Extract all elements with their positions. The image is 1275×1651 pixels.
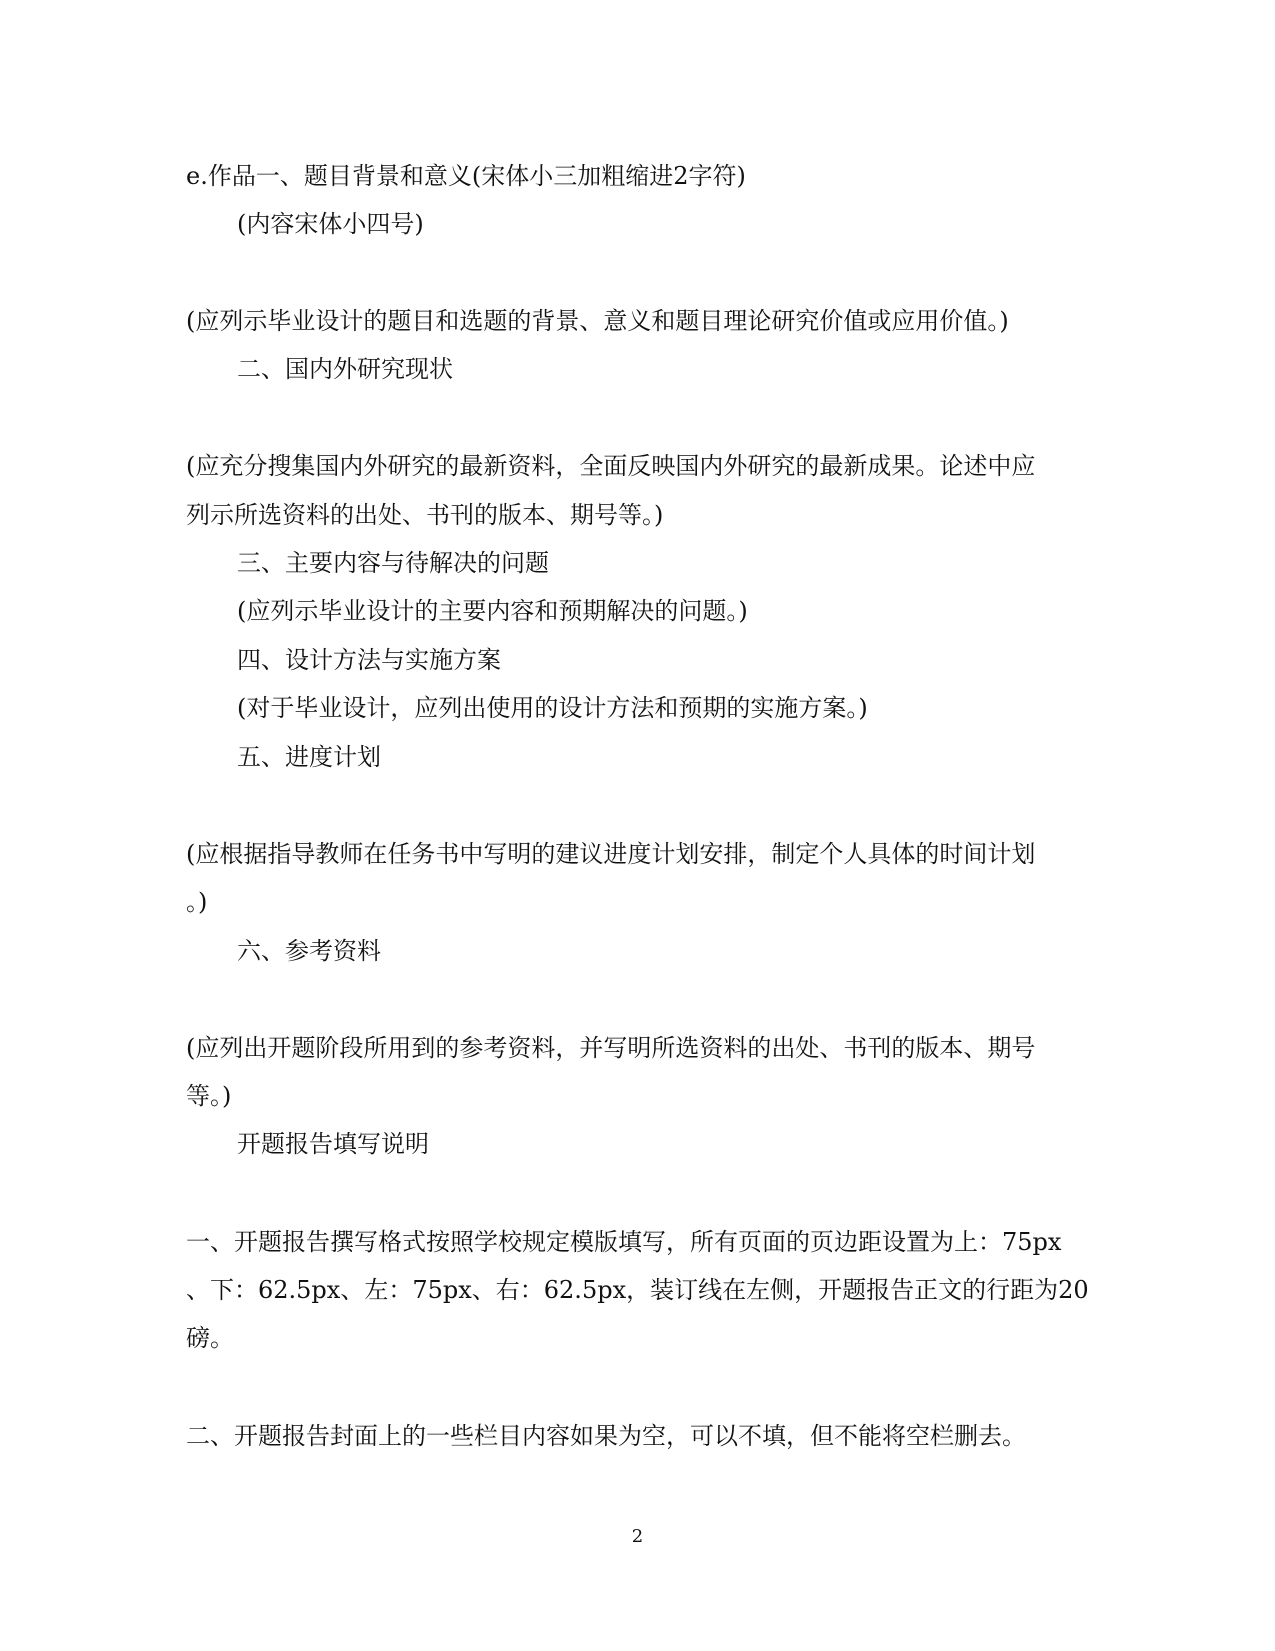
section-heading-schedule: 五、进度计划 [237,743,381,771]
instruction-two: 二、开题报告封面上的一些栏目内容如果为空，可以不填，但不能将空栏删去。 [186,1422,1026,1450]
research-status-instruction-line-2: 列示所选资料的出处、书刊的版本、期号等。) [186,501,664,529]
schedule-instruction-line-2: 。) [186,888,208,916]
instruction-one-line-2: 、下：62.5px、左：75px、右：62.5px，装订线在左侧，开题报告正文的行距为20 [186,1276,1089,1304]
schedule-instruction-line-1: (应根据指导教师在任务书中写明的建议进度计划安排，制定个人具体的时间计划 [186,840,1036,868]
section-heading-design-method: 四、设计方法与实施方案 [237,646,501,674]
content-format-note: (内容宋体小四号) [237,210,424,238]
references-instruction-line-1: (应列出开题阶段所用到的参考资料，并写明所选资料的出处、书刊的版本、期号 [186,1034,1036,1062]
section-heading-main-content: 三、主要内容与待解决的问题 [237,549,549,577]
references-instruction-line-2: 等。) [186,1082,232,1110]
section-heading-references: 六、参考资料 [237,937,381,965]
background-instruction: (应列示毕业设计的题目和选题的背景、意义和题目理论研究价值或应用价值。) [186,307,1009,335]
instruction-one-line-3: 磅。 [186,1324,234,1352]
main-content-instruction: (应列示毕业设计的主要内容和预期解决的问题。) [237,597,748,625]
section-heading-background: e.作品一、题目背景和意义(宋体小三加粗缩进2字符) [186,162,746,190]
section-heading-research-status: 二、国内外研究现状 [237,355,453,383]
filling-instructions-title: 开题报告填写说明 [237,1130,429,1158]
research-status-instruction-line-1: (应充分搜集国内外研究的最新资料，全面反映国内外研究的最新成果。论述中应 [186,452,1036,480]
design-method-instruction: (对于毕业设计，应列出使用的设计方法和预期的实施方案。) [237,694,868,722]
instruction-one-line-1: 一、开题报告撰写格式按照学校规定模版填写，所有页面的页边距设置为上：75px [186,1228,1062,1256]
page-number: 2 [631,1526,644,1547]
